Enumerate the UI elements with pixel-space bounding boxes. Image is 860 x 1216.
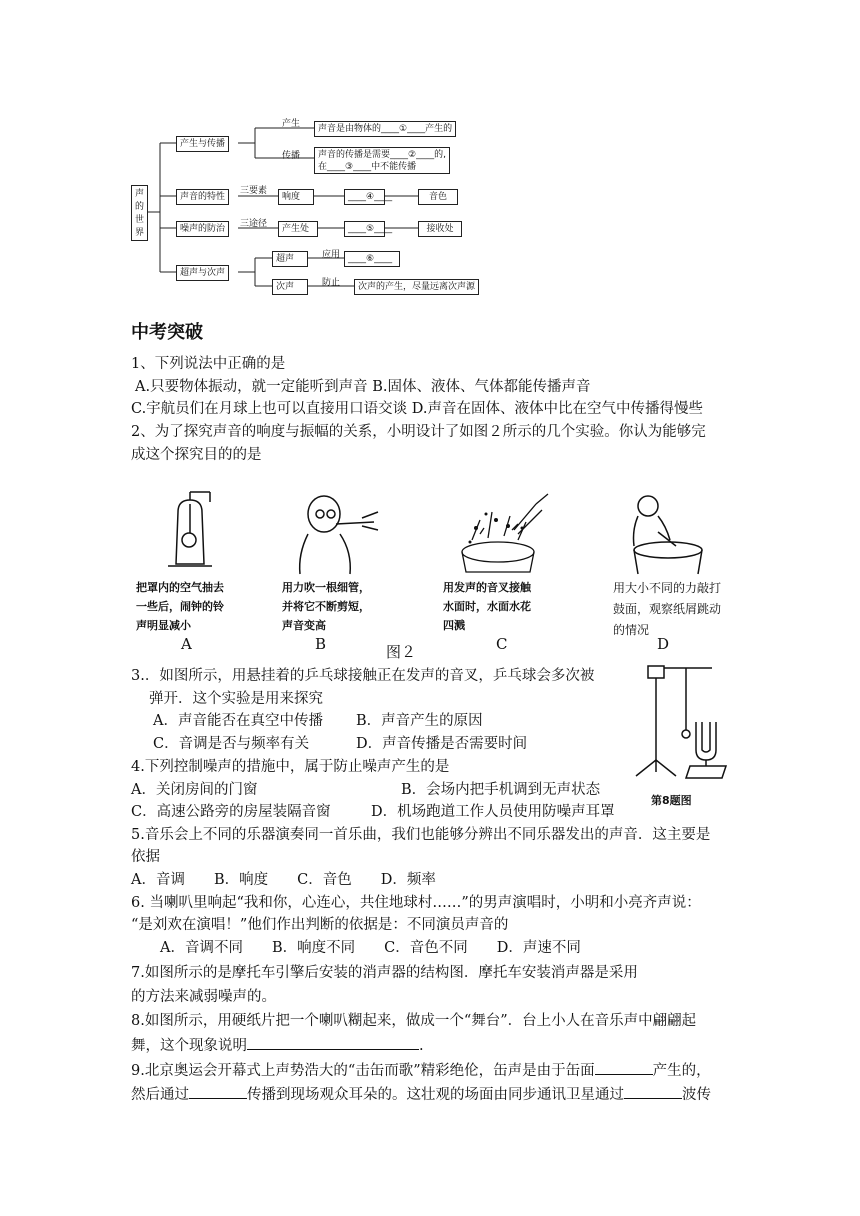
q9-answer-blank-1[interactable] (595, 1058, 653, 1075)
fig2-letter-d: D (657, 635, 670, 653)
q6-options: A．音调不同 B．响度不同 C．音色不同 D．声速不同 (160, 940, 581, 956)
q9-text-1: 9.北京奥运会开幕式上声势浩大的“击缶而歌”精彩绝伦，缶声是由于缶面 (131, 1063, 595, 1079)
box-infrasound: 次声 (272, 279, 308, 295)
branch-production-propagation: 产生与传播 (176, 136, 229, 152)
q9-text-2: 产生的， (652, 1063, 711, 1079)
fig2-caption-c: 用发声的音叉接触 水面时，水面水花 四溅 (443, 581, 531, 632)
q9-text-5: 波传 (682, 1087, 711, 1103)
q4-option-b: B．会场内把手机调到无声状态 (401, 782, 601, 798)
box-blank-6: ____⑥____ (344, 251, 400, 267)
q8-text: 舞，这个现象说明 (131, 1038, 247, 1054)
box-blank-5: ____⑤____ (344, 221, 385, 237)
q6-stem-line2: “是刘欢在演唱！”他们作出判断的依据是：不同演员声音的 (131, 917, 509, 933)
q3-option-b: B．声音产生的原因 (356, 713, 483, 729)
q6-stem-line1: 6. 当喇叭里响起“我和你，心连心，共住地球村……”的男声演唱时，小明和小亮齐声说： (131, 895, 701, 911)
fig2-caption-d: 用大小不同的力敲打 鼓面，观察纸屑跳动 的情况 (613, 581, 722, 636)
drum-illustration (618, 490, 708, 576)
q8-stem-line1: 8.如图所示，用硬纸片把一个喇叭糊起来，做成一个“舞台”．台上小人在音乐声中翩翩起 (131, 1013, 697, 1029)
box-at-source: 产生处 (278, 221, 318, 237)
q9-stem-line1 (131, 1058, 711, 1082)
box-sound-origin: 声音是由物体的____①____产生的 (314, 121, 456, 137)
label-application: 应用 (322, 250, 341, 260)
box-infrasound-prevention: 次声的产生，尽量远离次声源 (354, 279, 479, 295)
box-at-receiver: 接收处 (418, 221, 462, 237)
q3-option-d: D．声音传播是否需要时间 (356, 736, 528, 752)
label-propagation: 传播 (282, 151, 301, 161)
fig2-letter-b: B (315, 635, 327, 653)
box-timbre: 音色 (418, 189, 458, 205)
branch-noise-control: 噪声的防治 (176, 221, 229, 237)
man-blowing-tube-illustration (294, 490, 394, 576)
q3-option-c: C．音调是否与频率有关 (153, 736, 310, 752)
q8-answer-blank[interactable] (247, 1033, 419, 1050)
q1-options-ab: A.只要物体振动，就一定能听到声音 B.固体、液体、气体都能传播声音 (135, 379, 591, 395)
fig2-letter-c: C (496, 635, 508, 653)
branch-ultra-infra-sound: 超声与次声 (176, 265, 229, 281)
q9-answer-blank-3[interactable] (624, 1082, 682, 1099)
q2-stem-line1: 2、为了探究声音的响度与振幅的关系，小明设计了如图２所示的几个实验。你认为能够完 (131, 424, 706, 440)
q1-stem: 1、下列说法中正确的是 (131, 356, 286, 372)
pendulum-tuning-fork-figure (626, 660, 730, 790)
fig2-caption-a: 把罩内的空气抽去 一些后，闹钟的铃 声明显减小 (136, 581, 224, 632)
fig2-label: 图２ (386, 643, 417, 661)
q9-answer-blank-2[interactable] (189, 1082, 247, 1099)
q3-stem-line1: 3.．如图所示，用悬挂着的乒乓球接触正在发声的音叉，乒乓球会多次被 (131, 668, 595, 684)
box-blank-4: ____④____ (344, 189, 385, 205)
box-ultrasound: 超声 (272, 251, 308, 267)
diagram-root: 声的世界 (131, 185, 148, 241)
q5-stem-line1: 5.音乐会上不同的乐器演奏同一首乐曲，我们也能够分辨出不同乐器发出的声音．这主要是 (131, 827, 711, 843)
branch-sound-characteristics: 声音的特性 (176, 189, 229, 205)
box-sound-propagation (314, 147, 450, 174)
label-production: 产生 (282, 119, 301, 129)
q4-option-d: D．机场跑道工作人员使用防噪声耳罩 (371, 804, 615, 820)
q2-stem-line2: 成这个探究目的的是 (131, 447, 262, 463)
box-loudness: 响度 (278, 189, 314, 205)
q5-stem-line2: 依据 (131, 849, 160, 865)
q4-stem: 4.下列控制噪声的措施中，属于防止噪声产生的是 (131, 759, 450, 775)
q3-option-a: A．声音能否在真空中传播 (153, 713, 323, 729)
label-three-ways: 三途径 (240, 219, 268, 229)
section-heading: 中考突破 (131, 322, 203, 343)
label-prevention: 防止 (322, 278, 341, 288)
q9-text-3: 然后通过 (131, 1087, 189, 1103)
fig2-letter-a: A (181, 635, 192, 653)
tuning-fork-water-illustration (452, 490, 552, 576)
q4-option-a: A．关闭房间的门窗 (131, 782, 258, 798)
q5-options: A．音调 B．响度 C．音色 D．频率 (131, 872, 436, 888)
q3-stem-line2: 弹开．这个实验是用来探究 (149, 691, 323, 707)
bell-jar-illustration (160, 490, 230, 576)
q8-stem-line2 (131, 1033, 424, 1057)
q7-stem-line2: 的方法来减弱噪声的。 (131, 989, 276, 1005)
q8-period: . (419, 1038, 424, 1054)
q9-stem-line2 (131, 1082, 711, 1106)
q9-text-4: 传播到现场观众耳朵的。这壮观的场面由同步通讯卫星通过 (247, 1087, 624, 1103)
box-sound-propagation-line2: 在____③____中不能传播 (318, 162, 417, 172)
q1-options-cd: C.宇航员们在月球上也可以直接用口语交谈 D.声音在固体、液体中比在空气中传播得慢些 (131, 401, 704, 417)
box-sound-propagation-line1: 声音的传播是需要____②____的, (318, 150, 446, 160)
q7-stem-line1: 7.如图所示的是摩托车引擎后安装的消声器的结构图．摩托车安装消声器是采用 (131, 965, 638, 981)
q4-option-c: C．高速公路旁的房屋装隔音窗 (131, 804, 331, 820)
label-three-elements: 三要素 (240, 186, 268, 196)
fig2-caption-b: 用力吹一根细管， 并将它不断剪短， 声音变高 (282, 581, 370, 632)
q3-figure-caption: 第8题图 (651, 794, 692, 807)
